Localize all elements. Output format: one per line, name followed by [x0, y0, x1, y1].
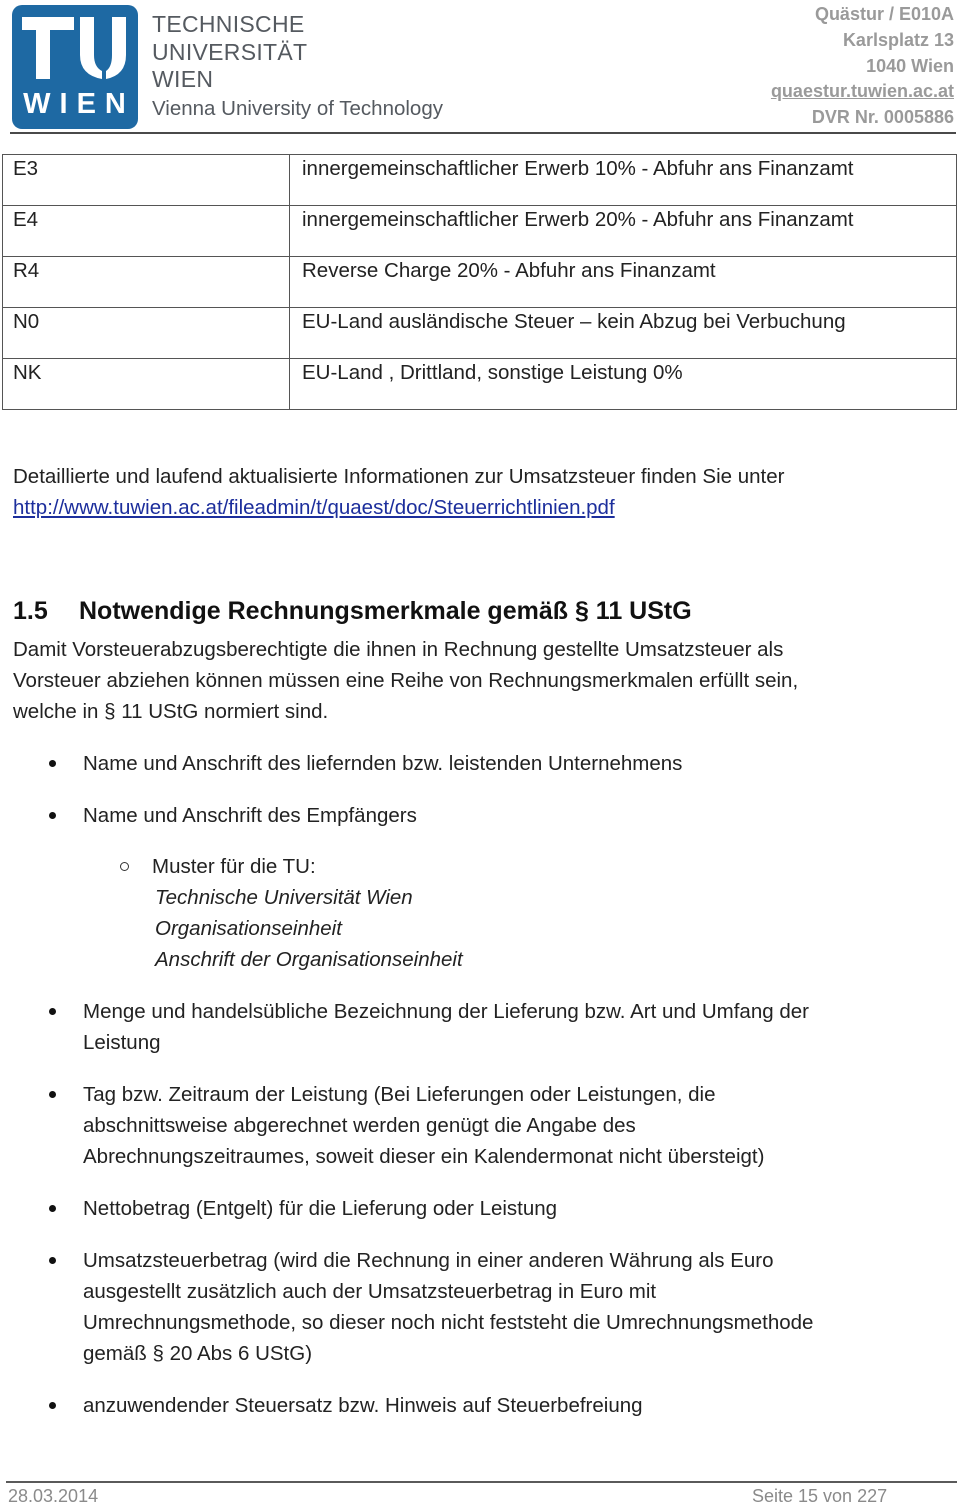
tax-code-cell: E3: [3, 155, 290, 206]
university-name: [152, 11, 307, 94]
intro-line: Damit Vorsteuerabzugsberechtigte die ihnen in Rechnung gestellte Umsatzsteuer als: [13, 638, 784, 661]
address-department: Quästur / E010A: [814, 4, 954, 24]
list-item-text: Umrechnungsmethode, so dieser noch nicht feststeht die Umrechnungsmethode: [83, 1311, 814, 1334]
page-number: Seite 15 von 227: [752, 1486, 888, 1506]
table-row: [3, 359, 957, 410]
list-item-text: Name und Anschrift des liefernden bzw. leistenden Unternehmens: [83, 752, 683, 775]
bullet-icon: [49, 760, 56, 767]
list-item-text: anzuwendender Steuersatz bzw. Hinweis auf Steuerbefreiung: [83, 1394, 643, 1417]
footer-divider: [6, 1481, 957, 1483]
tax-code-cell: R4: [3, 257, 290, 308]
dvr-number: DVR Nr. 0005886: [811, 107, 954, 128]
university-name-english: Vienna University of Technology: [152, 97, 443, 120]
list-item-text: Nettobetrag (Entgelt) für die Lieferung oder Leistung: [83, 1197, 558, 1220]
university-name-line: WIEN: [152, 66, 214, 92]
footer-date: 28.03.2014: [8, 1486, 99, 1506]
list-item-text: Leistung: [83, 1031, 161, 1054]
tax-description-cell: innergemeinschaftlicher Erwerb 20% - Abfuhr ans Finanzamt: [290, 206, 957, 257]
university-name-line: TECHNISCHE: [152, 11, 305, 37]
university-name-line: UNIVERSITÄT: [152, 38, 308, 65]
intro-line: welche in § 11 UStG normiert sind.: [13, 700, 329, 723]
tax-codes-table: [2, 154, 957, 410]
tax-code-cell: N0: [3, 308, 290, 359]
address-street: Karlsplatz 13: [842, 29, 954, 50]
header-divider: [10, 132, 956, 134]
list-item-text: gemäß § 20 Abs 6 UStG): [83, 1342, 313, 1365]
website-link[interactable]: quaestur.tuwien.ac.at: [770, 81, 954, 102]
hollow-bullet-icon: [120, 862, 129, 871]
tax-description-cell: EU-Land , Drittland, sonstige Leistung 0%: [290, 359, 957, 410]
section-heading: [13, 597, 692, 626]
list-item-text: Menge und handelsübliche Bezeichnung der Lieferung bzw. Art und Umfang der: [83, 1000, 809, 1023]
bullet-icon: [49, 1091, 56, 1098]
example-line: Anschrift der Organisationseinheit: [155, 948, 463, 971]
info-paragraph: [13, 461, 784, 523]
intro-line: Vorsteuer abziehen können müssen eine Reihe von Rechnungsmerkmalen erfüllt sein,: [13, 669, 799, 692]
address-city: 1040 Wien: [866, 55, 954, 76]
section-title: Notwendige Rechnungsmerkmale gemäß § 11 UStG: [79, 597, 692, 625]
table-row: [3, 257, 957, 308]
table-row: [3, 206, 957, 257]
logo-wien-text: WIEN: [23, 88, 135, 120]
tu-wien-logo: [12, 5, 138, 129]
example-line: Organisationseinheit: [155, 917, 342, 940]
bullet-icon: [49, 812, 56, 819]
list-item-text: Name und Anschrift des Empfängers: [83, 804, 417, 827]
table-row: [3, 155, 957, 206]
tax-description-cell: EU-Land ausländische Steuer – kein Abzug bei Verbuchung: [290, 308, 957, 359]
guidelines-pdf-link[interactable]: http://www.tuwien.ac.at/fileadmin/t/quaest/doc/Steuerrichtlinien.pdf: [13, 496, 615, 519]
bullet-icon: [49, 1205, 56, 1212]
tax-description-cell: Reverse Charge 20% - Abfuhr ans Finanzamt: [290, 257, 957, 308]
list-item-text: Abrechnungszeitraumes, soweit dieser ein Kalendermonat nicht übersteigt): [83, 1145, 765, 1168]
list-item-text: Tag bzw. Zeitraum der Leistung (Bei Lieferungen oder Leistungen, die: [83, 1083, 716, 1106]
table-row: [3, 308, 957, 359]
list-item-text: Umsatzsteuerbetrag (wird die Rechnung in einer anderen Währung als Euro: [83, 1249, 774, 1272]
list-item-text: ausgestellt zusätzlich auch der Umsatzsteuerbetrag in Euro mit: [83, 1280, 657, 1303]
bullet-icon: [49, 1008, 56, 1015]
tax-code-cell: E4: [3, 206, 290, 257]
example-line: Technische Universität Wien: [155, 886, 413, 909]
section-number: 1.5: [13, 597, 48, 625]
bullet-icon: [49, 1257, 56, 1264]
bullet-icon: [49, 1402, 56, 1409]
sub-item-label: Muster für die TU:: [152, 855, 316, 878]
tax-code-cell: NK: [3, 359, 290, 410]
info-text: Detaillierte und laufend aktualisierte Informationen zur Umsatzsteuer finden Sie unter: [13, 465, 785, 488]
address-block: [771, 2, 954, 131]
tax-description-cell: innergemeinschaftlicher Erwerb 10% - Abfuhr ans Finanzamt: [290, 155, 957, 206]
list-item-text: abschnittsweise abgerechnet werden genügt die Angabe des: [83, 1114, 636, 1137]
section-intro: [13, 634, 798, 727]
